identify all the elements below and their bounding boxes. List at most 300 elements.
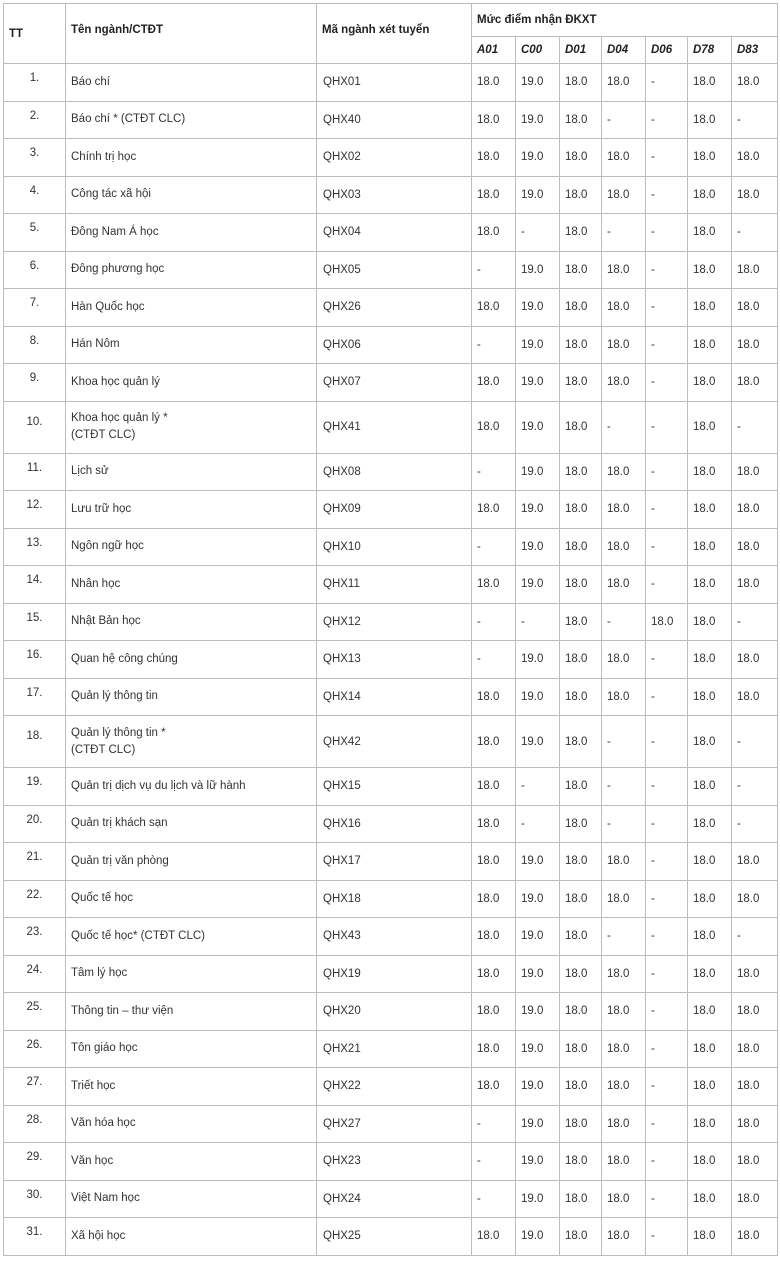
score-d06: -: [646, 1030, 688, 1068]
row-number: 25.: [4, 993, 66, 1031]
score-d04: 18.0: [602, 678, 646, 716]
header-major-name: Tên ngành/CTĐT: [66, 4, 317, 64]
row-number: 8.: [4, 326, 66, 364]
score-d06: -: [646, 1143, 688, 1181]
score-a01: 18.0: [472, 678, 516, 716]
score-d01: 18.0: [560, 1030, 602, 1068]
header-tt: TT: [4, 4, 66, 64]
row-number: 27.: [4, 1068, 66, 1106]
major-code: QHX08: [317, 453, 472, 491]
row-number: 31.: [4, 1218, 66, 1256]
score-d06: -: [646, 176, 688, 214]
score-d78: 18.0: [688, 453, 732, 491]
score-d01: 18.0: [560, 716, 602, 768]
major-code: QHX10: [317, 528, 472, 566]
row-number: 12.: [4, 491, 66, 529]
row-number: 6.: [4, 251, 66, 289]
score-d83: 18.0: [732, 176, 778, 214]
major-name: Văn hóa học: [66, 1105, 317, 1143]
score-a01: 18.0: [472, 716, 516, 768]
score-d83: 18.0: [732, 955, 778, 993]
row-number: 16.: [4, 641, 66, 679]
score-d06: -: [646, 401, 688, 453]
major-name: Văn học: [66, 1143, 317, 1181]
row-number: 28.: [4, 1105, 66, 1143]
score-a01: 18.0: [472, 993, 516, 1031]
score-d78: 18.0: [688, 843, 732, 881]
major-code: QHX12: [317, 603, 472, 641]
score-d06: -: [646, 716, 688, 768]
score-c00: 19.0: [516, 955, 560, 993]
score-d01: 18.0: [560, 64, 602, 102]
score-d04: 18.0: [602, 326, 646, 364]
major-code: QHX42: [317, 716, 472, 768]
table-row: [4, 603, 778, 641]
score-a01: -: [472, 1105, 516, 1143]
major-name: Lưu trữ học: [66, 491, 317, 529]
score-d83: 18.0: [732, 566, 778, 604]
score-c00: 19.0: [516, 1030, 560, 1068]
row-number: 17.: [4, 678, 66, 716]
score-d01: 18.0: [560, 326, 602, 364]
score-d04: -: [602, 768, 646, 806]
score-a01: 18.0: [472, 289, 516, 327]
row-number: 15.: [4, 603, 66, 641]
score-d83: 18.0: [732, 139, 778, 177]
score-d01: 18.0: [560, 1180, 602, 1218]
header-block-d06: D06: [646, 37, 688, 64]
score-d78: 18.0: [688, 1105, 732, 1143]
score-c00: 19.0: [516, 1143, 560, 1181]
score-d83: -: [732, 214, 778, 252]
row-number: 20.: [4, 805, 66, 843]
score-d83: 18.0: [732, 1068, 778, 1106]
score-a01: 18.0: [472, 566, 516, 604]
score-d06: 18.0: [646, 603, 688, 641]
row-number: 24.: [4, 955, 66, 993]
major-code: QHX16: [317, 805, 472, 843]
major-name: Quốc tế học* (CTĐT CLC): [66, 918, 317, 956]
major-name: Việt Nam học: [66, 1180, 317, 1218]
score-d83: 18.0: [732, 491, 778, 529]
major-code: QHX25: [317, 1218, 472, 1256]
score-a01: 18.0: [472, 364, 516, 402]
score-d78: 18.0: [688, 641, 732, 679]
score-d04: -: [602, 918, 646, 956]
score-d01: 18.0: [560, 993, 602, 1031]
score-d78: 18.0: [688, 528, 732, 566]
score-d78: 18.0: [688, 603, 732, 641]
major-code: QHX18: [317, 880, 472, 918]
table-row: [4, 1218, 778, 1256]
score-d06: -: [646, 993, 688, 1031]
major-code: QHX11: [317, 566, 472, 604]
major-name: Quản lý thông tin: [66, 678, 317, 716]
score-d83: -: [732, 101, 778, 139]
score-d78: 18.0: [688, 993, 732, 1031]
score-d04: 18.0: [602, 139, 646, 177]
score-d83: 18.0: [732, 993, 778, 1031]
major-name: Quản trị khách sạn: [66, 805, 317, 843]
score-a01: -: [472, 1180, 516, 1218]
score-d01: 18.0: [560, 251, 602, 289]
major-code: QHX23: [317, 1143, 472, 1181]
major-name: Quan hệ công chúng: [66, 641, 317, 679]
score-a01: 18.0: [472, 401, 516, 453]
score-d78: 18.0: [688, 768, 732, 806]
score-d04: 18.0: [602, 955, 646, 993]
score-d04: 18.0: [602, 993, 646, 1031]
table-row: [4, 453, 778, 491]
score-d04: -: [602, 401, 646, 453]
major-code: QHX01: [317, 64, 472, 102]
table-row: [4, 805, 778, 843]
score-d04: -: [602, 603, 646, 641]
row-number: 23.: [4, 918, 66, 956]
score-d01: 18.0: [560, 805, 602, 843]
score-d78: 18.0: [688, 491, 732, 529]
score-d01: 18.0: [560, 768, 602, 806]
score-d01: 18.0: [560, 1143, 602, 1181]
score-a01: 18.0: [472, 843, 516, 881]
major-code: QHX03: [317, 176, 472, 214]
row-number: 3.: [4, 139, 66, 177]
score-d06: -: [646, 326, 688, 364]
major-name: Đông phương học: [66, 251, 317, 289]
major-code: QHX43: [317, 918, 472, 956]
score-d04: 18.0: [602, 176, 646, 214]
score-a01: -: [472, 603, 516, 641]
score-c00: 19.0: [516, 880, 560, 918]
score-d06: -: [646, 843, 688, 881]
score-d04: 18.0: [602, 491, 646, 529]
row-number: 1.: [4, 64, 66, 102]
score-d01: 18.0: [560, 453, 602, 491]
score-d01: 18.0: [560, 603, 602, 641]
score-d01: 18.0: [560, 214, 602, 252]
score-d04: 18.0: [602, 880, 646, 918]
row-number: 4.: [4, 176, 66, 214]
major-code: QHX40: [317, 101, 472, 139]
major-code: QHX14: [317, 678, 472, 716]
table-row: [4, 289, 778, 327]
score-d78: 18.0: [688, 64, 732, 102]
score-d78: 18.0: [688, 1068, 732, 1106]
score-d04: 18.0: [602, 1030, 646, 1068]
table-row: [4, 768, 778, 806]
score-a01: 18.0: [472, 805, 516, 843]
major-code: QHX20: [317, 993, 472, 1031]
table-row: [4, 1068, 778, 1106]
score-a01: -: [472, 326, 516, 364]
score-d06: -: [646, 251, 688, 289]
score-d01: 18.0: [560, 880, 602, 918]
major-name: Ngôn ngữ học: [66, 528, 317, 566]
header-block-a01: A01: [472, 37, 516, 64]
score-d06: -: [646, 1218, 688, 1256]
major-name: Báo chí: [66, 64, 317, 102]
major-name: Đông Nam Á học: [66, 214, 317, 252]
score-d78: 18.0: [688, 918, 732, 956]
major-name: Tôn giáo học: [66, 1030, 317, 1068]
score-d01: 18.0: [560, 843, 602, 881]
score-d04: 18.0: [602, 1068, 646, 1106]
score-d06: -: [646, 1180, 688, 1218]
score-d06: -: [646, 1105, 688, 1143]
row-number: 10.: [4, 401, 66, 453]
score-d83: 18.0: [732, 364, 778, 402]
major-code: QHX26: [317, 289, 472, 327]
score-d83: 18.0: [732, 251, 778, 289]
score-a01: 18.0: [472, 214, 516, 252]
score-d04: 18.0: [602, 64, 646, 102]
score-c00: 19.0: [516, 326, 560, 364]
header-block-d04: D04: [602, 37, 646, 64]
score-a01: -: [472, 641, 516, 679]
row-number: 19.: [4, 768, 66, 806]
score-d83: 18.0: [732, 641, 778, 679]
header-major-code: Mã ngành xét tuyển: [317, 4, 472, 64]
header-block-d78: D78: [688, 37, 732, 64]
score-d01: 18.0: [560, 918, 602, 956]
score-c00: 19.0: [516, 176, 560, 214]
major-code: QHX19: [317, 955, 472, 993]
score-d04: 18.0: [602, 251, 646, 289]
major-name: Khoa học quản lý: [66, 364, 317, 402]
score-d01: 18.0: [560, 1105, 602, 1143]
score-d83: 18.0: [732, 1143, 778, 1181]
score-d01: 18.0: [560, 139, 602, 177]
score-d83: 18.0: [732, 453, 778, 491]
score-d01: 18.0: [560, 641, 602, 679]
score-c00: -: [516, 214, 560, 252]
score-d06: -: [646, 214, 688, 252]
score-d78: 18.0: [688, 716, 732, 768]
table-row: [4, 843, 778, 881]
major-code: QHX22: [317, 1068, 472, 1106]
score-d06: -: [646, 955, 688, 993]
table-row: [4, 1143, 778, 1181]
score-d01: 18.0: [560, 955, 602, 993]
score-d78: 18.0: [688, 289, 732, 327]
score-d04: 18.0: [602, 1105, 646, 1143]
header-block-d83: D83: [732, 37, 778, 64]
table-row: [4, 176, 778, 214]
row-number: 14.: [4, 566, 66, 604]
score-c00: 19.0: [516, 364, 560, 402]
major-name: Quản lý thông tin * (CTĐT CLC): [66, 716, 317, 768]
score-d78: 18.0: [688, 1180, 732, 1218]
score-d83: 18.0: [732, 1105, 778, 1143]
major-name: Hán Nôm: [66, 326, 317, 364]
score-d83: 18.0: [732, 528, 778, 566]
major-code: QHX06: [317, 326, 472, 364]
score-a01: 18.0: [472, 918, 516, 956]
score-d06: -: [646, 1068, 688, 1106]
score-d04: -: [602, 716, 646, 768]
score-d04: -: [602, 101, 646, 139]
table-row: [4, 64, 778, 102]
score-d06: -: [646, 453, 688, 491]
row-number: 5.: [4, 214, 66, 252]
score-c00: 19.0: [516, 528, 560, 566]
score-a01: -: [472, 528, 516, 566]
major-name: Triết học: [66, 1068, 317, 1106]
score-a01: -: [472, 251, 516, 289]
major-code: QHX09: [317, 491, 472, 529]
score-d06: -: [646, 566, 688, 604]
table-row: [4, 491, 778, 529]
score-d06: -: [646, 491, 688, 529]
table-row: [4, 918, 778, 956]
table-row: [4, 993, 778, 1031]
score-c00: 19.0: [516, 1218, 560, 1256]
major-name: Nhân học: [66, 566, 317, 604]
score-c00: 19.0: [516, 918, 560, 956]
table-row: [4, 566, 778, 604]
score-c00: 19.0: [516, 1105, 560, 1143]
row-number: 2.: [4, 101, 66, 139]
score-d04: 18.0: [602, 1143, 646, 1181]
score-d06: -: [646, 918, 688, 956]
score-a01: 18.0: [472, 1068, 516, 1106]
score-c00: -: [516, 805, 560, 843]
score-d83: -: [732, 805, 778, 843]
score-a01: 18.0: [472, 176, 516, 214]
score-d83: -: [732, 768, 778, 806]
score-d01: 18.0: [560, 176, 602, 214]
score-d78: 18.0: [688, 364, 732, 402]
score-d78: 18.0: [688, 101, 732, 139]
score-c00: 19.0: [516, 491, 560, 529]
score-d01: 18.0: [560, 401, 602, 453]
score-d06: -: [646, 880, 688, 918]
score-d04: 18.0: [602, 1218, 646, 1256]
score-a01: 18.0: [472, 955, 516, 993]
score-d04: 18.0: [602, 641, 646, 679]
score-d04: 18.0: [602, 364, 646, 402]
row-number: 21.: [4, 843, 66, 881]
score-c00: 19.0: [516, 101, 560, 139]
score-d06: -: [646, 768, 688, 806]
score-d83: 18.0: [732, 1180, 778, 1218]
header-block-c00: C00: [516, 37, 560, 64]
row-number: 11.: [4, 453, 66, 491]
table-row: [4, 364, 778, 402]
row-number: 30.: [4, 1180, 66, 1218]
score-d78: 18.0: [688, 1030, 732, 1068]
major-name: Tâm lý học: [66, 955, 317, 993]
score-c00: 19.0: [516, 1180, 560, 1218]
score-d83: 18.0: [732, 678, 778, 716]
table-row: [4, 880, 778, 918]
major-name: Báo chí * (CTĐT CLC): [66, 101, 317, 139]
row-number: 26.: [4, 1030, 66, 1068]
major-code: QHX04: [317, 214, 472, 252]
major-name: Quản trị dịch vụ du lịch và lữ hành: [66, 768, 317, 806]
major-name: Quốc tế học: [66, 880, 317, 918]
score-d83: 18.0: [732, 289, 778, 327]
major-code: QHX05: [317, 251, 472, 289]
score-d83: 18.0: [732, 64, 778, 102]
major-code: QHX07: [317, 364, 472, 402]
major-name: Chính trị học: [66, 139, 317, 177]
score-c00: 19.0: [516, 453, 560, 491]
score-d01: 18.0: [560, 1068, 602, 1106]
score-d01: 18.0: [560, 566, 602, 604]
major-name: Quản trị văn phòng: [66, 843, 317, 881]
score-a01: 18.0: [472, 139, 516, 177]
major-code: QHX17: [317, 843, 472, 881]
score-c00: 19.0: [516, 251, 560, 289]
major-name: Nhật Bản học: [66, 603, 317, 641]
score-d01: 18.0: [560, 491, 602, 529]
score-d04: -: [602, 214, 646, 252]
major-name: Lịch sử: [66, 453, 317, 491]
major-name: Thông tin – thư viện: [66, 993, 317, 1031]
row-number: 9.: [4, 364, 66, 402]
major-code: QHX02: [317, 139, 472, 177]
major-name: Khoa học quản lý * (CTĐT CLC): [66, 401, 317, 453]
score-d06: -: [646, 139, 688, 177]
score-c00: 19.0: [516, 139, 560, 177]
score-d83: 18.0: [732, 880, 778, 918]
score-c00: 19.0: [516, 641, 560, 679]
score-a01: 18.0: [472, 101, 516, 139]
score-d04: 18.0: [602, 453, 646, 491]
score-c00: 19.0: [516, 993, 560, 1031]
score-c00: 19.0: [516, 678, 560, 716]
score-a01: 18.0: [472, 880, 516, 918]
header-score-group: Mức điểm nhận ĐKXT: [472, 4, 778, 37]
score-d01: 18.0: [560, 1218, 602, 1256]
score-d83: -: [732, 918, 778, 956]
score-d83: -: [732, 603, 778, 641]
score-a01: 18.0: [472, 1218, 516, 1256]
score-d01: 18.0: [560, 528, 602, 566]
score-a01: -: [472, 453, 516, 491]
admission-score-table: [3, 3, 778, 1256]
table-row: [4, 1105, 778, 1143]
score-a01: 18.0: [472, 768, 516, 806]
table-row: [4, 326, 778, 364]
score-d78: 18.0: [688, 566, 732, 604]
major-code: QHX27: [317, 1105, 472, 1143]
row-number: 13.: [4, 528, 66, 566]
score-d78: 18.0: [688, 176, 732, 214]
table-row: [4, 401, 778, 453]
score-d04: 18.0: [602, 843, 646, 881]
score-d06: -: [646, 64, 688, 102]
score-d78: 18.0: [688, 401, 732, 453]
score-c00: 19.0: [516, 566, 560, 604]
score-d83: 18.0: [732, 1030, 778, 1068]
major-name: Công tác xã hội: [66, 176, 317, 214]
table-row: [4, 955, 778, 993]
score-d83: 18.0: [732, 326, 778, 364]
score-c00: 19.0: [516, 401, 560, 453]
score-d04: 18.0: [602, 289, 646, 327]
score-a01: 18.0: [472, 64, 516, 102]
score-d06: -: [646, 364, 688, 402]
row-number: 29.: [4, 1143, 66, 1181]
score-d78: 18.0: [688, 214, 732, 252]
major-name: Xã hội học: [66, 1218, 317, 1256]
row-number: 7.: [4, 289, 66, 327]
score-d78: 18.0: [688, 955, 732, 993]
score-d78: 18.0: [688, 805, 732, 843]
score-a01: -: [472, 1143, 516, 1181]
